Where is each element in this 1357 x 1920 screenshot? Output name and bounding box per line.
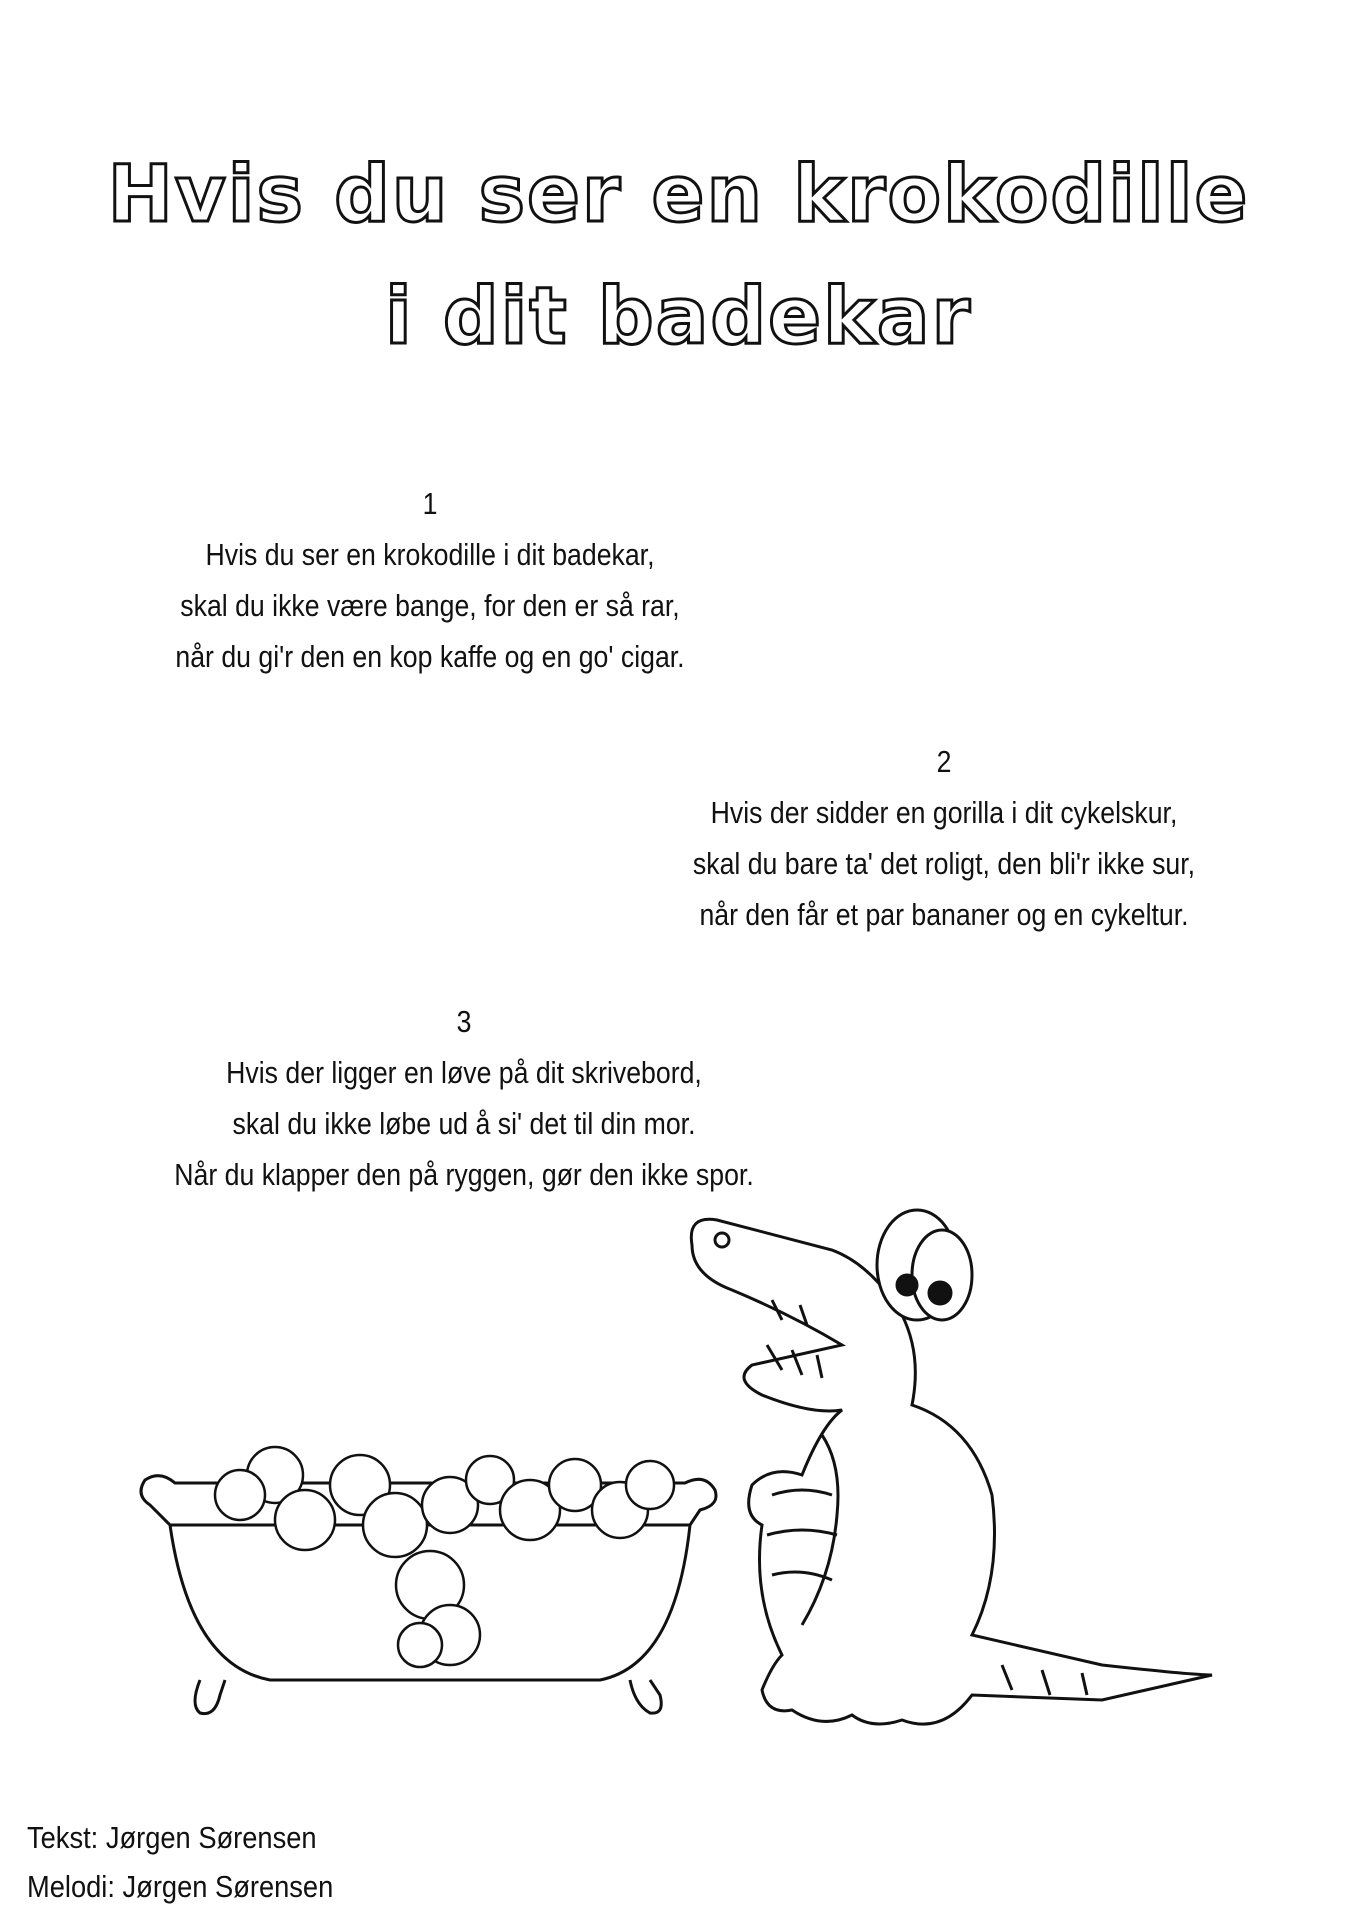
verse-line: skal du ikke være bange, for den er så rar, (180, 588, 680, 623)
verse-line: når den får et par bananer og en cykeltur. (699, 897, 1189, 932)
verse-2 (643, 736, 1245, 940)
verse-line: skal du bare ta' det roligt, den bli'r ikke sur, (692, 846, 1196, 881)
verse-3 (163, 996, 765, 1200)
verse-line: når du gi'r den en kop kaffe og en go' cigar. (175, 639, 685, 674)
verse-line: skal du ikke løbe ud å si' det til din mor. (232, 1106, 696, 1141)
crocodile-illustration (672, 1195, 1232, 1745)
credit-melody: Melodi: Jørgen Sørensen (27, 1869, 334, 1904)
verse-number: 1 (422, 486, 438, 521)
verse-line: Hvis der sidder en gorilla i dit cykelskur, (710, 795, 1178, 830)
verse-1 (129, 478, 731, 682)
page-title-line-1: Hvis du ser en krokodille (107, 150, 1250, 240)
bathtub-illustration (130, 1395, 730, 1735)
credit-lyrics: Tekst: Jørgen Sørensen (27, 1820, 317, 1855)
verse-number: 3 (456, 1004, 472, 1039)
verse-number: 2 (936, 744, 952, 779)
verse-line: Når du klapper den på ryggen, gør den ikke spor. (174, 1157, 754, 1192)
page-title-line-2: i dit badekar (384, 272, 973, 362)
verse-line: Hvis du ser en krokodille i dit badekar, (205, 537, 655, 572)
verse-line: Hvis der ligger en løve på dit skrivebord, (226, 1055, 702, 1090)
